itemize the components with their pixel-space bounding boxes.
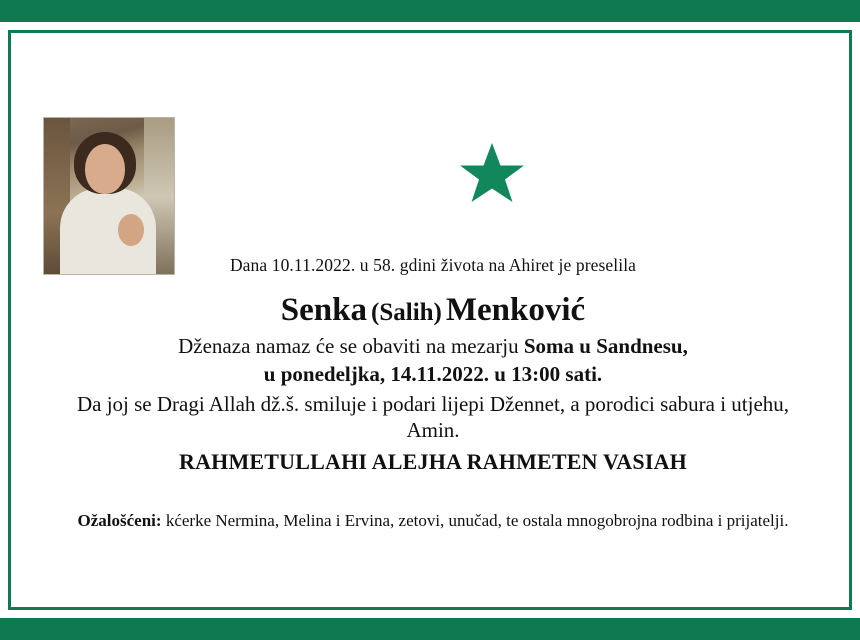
content-frame	[8, 30, 852, 610]
bereaved-line	[31, 511, 835, 531]
bottom-border-band	[0, 618, 860, 640]
prayer-line: Da joj se Dragi Allah dž.š. smiluje i podari lijepi Džennet, a porodici sabura i utjehu,	[76, 392, 790, 417]
bereaved-names: kćerke Nermina, Melina i Ervina, zetovi, unučad, te ostala mnogobrojna rodbina i prijatelji.	[165, 510, 789, 530]
service-location-line	[31, 333, 835, 360]
top-border-band	[0, 0, 860, 22]
bereaved-label: Ožalošćeni:	[77, 510, 162, 530]
obituary-text-block	[31, 255, 835, 531]
crescent-star-icon	[374, 103, 534, 233]
name-last: Menković	[445, 292, 586, 328]
photo-face	[85, 144, 125, 194]
service-time-line: u ponedeljka, 14.11.2022. u 13:00 sati.	[263, 362, 603, 387]
portrait-photo	[43, 117, 175, 275]
service-place: Soma u Sandnesu,	[523, 333, 688, 358]
photo-hand	[118, 214, 144, 246]
amin-line: Amin.	[406, 417, 460, 442]
service-prefix: Dženaza namaz će se obaviti na mezarju	[178, 333, 519, 358]
rahmetullahi-line: RAHMETULLAHI ALEJHA RAHMETEN VASIAH	[178, 448, 687, 474]
name-first: Senka	[280, 292, 368, 328]
date-line: Dana 10.11.2022. u 58. gdini života na Ahiret je preselila	[229, 255, 637, 275]
deceased-name	[31, 292, 835, 329]
name-middle: (Salih)	[371, 299, 442, 326]
